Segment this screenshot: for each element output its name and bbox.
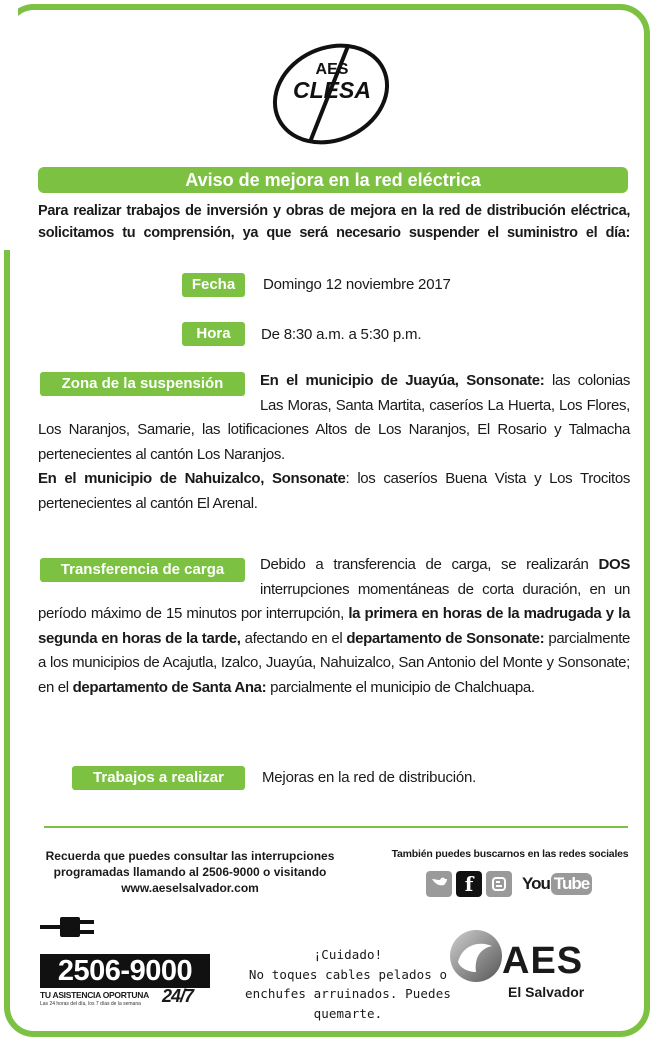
aes-logo-subtext: El Salvador	[508, 984, 585, 1000]
youtube-icon[interactable]: You Tube	[522, 873, 592, 895]
facebook-icon[interactable]: f	[456, 871, 482, 897]
phone-number[interactable]: 2506-9000	[40, 954, 210, 988]
consult-text: Recuerda que puedes consultar las interrupciones programadas llamando al 2506-9000 o visitando www.aeselsalvador.com	[30, 848, 350, 896]
hora-value: De 8:30 a.m. a 5:30 p.m.	[261, 326, 422, 343]
page-title: Aviso de mejora en la red eléctrica	[38, 167, 628, 193]
aes-clesa-logo	[270, 40, 392, 148]
twitter-icon[interactable]	[426, 871, 452, 897]
blogger-icon[interactable]	[486, 871, 512, 897]
social-icons	[426, 870, 592, 898]
trabajos-value: Mejoras en la red de distribución.	[262, 769, 477, 786]
website-link[interactable]: www.aeselsalvador.com	[121, 881, 259, 895]
zona-text: En el municipio de Juayúa, Sonsonate: las colonias Las Moras, Santa Martita, caseríos La Huerta, Los Flores, Los Naranjos, Samarie, las lotificaciones Altos de Los Naranjos, El Rosario y Talmacha pertenecientes al cantón Los Naranjos. En el municipio de Nahuizalco, Sonsonate: los caseríos Buena Vista y Los Trocitos pertenecientes al cantón El Arenal.	[38, 372, 631, 512]
frame-gap	[0, 0, 18, 250]
hora-label: Hora	[182, 322, 245, 346]
phone-tagline: TU ASISTENCIA OPORTUNA	[40, 990, 149, 1000]
phone-subtext: Las 24 horas del día, los 7 días de la semana	[40, 1001, 141, 1007]
zona-label: Zona de la suspensión	[40, 372, 245, 396]
fecha-label: Fecha	[182, 273, 245, 297]
logo-aes-text: AES	[315, 61, 349, 78]
fecha-value: Domingo 12 noviembre 2017	[263, 276, 451, 293]
aes-swirl-icon	[448, 928, 504, 984]
trabajos-label: Trabajos a realizar	[72, 766, 245, 790]
divider	[44, 826, 628, 828]
social-label: También puedes buscarnos en las redes sociales	[391, 848, 629, 860]
plug-icon	[40, 912, 96, 942]
transferencia-label: Transferencia de carga	[40, 558, 245, 582]
aes-logo-text: AES	[502, 940, 584, 982]
logo-clesa-text: CLESA	[293, 77, 371, 103]
transferencia-text: Debido a transferencia de carga, se realizarán DOS interrupciones momentáneas de corta duración, en un período máximo de 15 minutos por interrupción, la primera en horas de la madrugada y la segunda en horas de la tarde, afectando en el departamento de Sonsonate: parcialmente a los municipios de Acajutla, Izalco, Juayúa, Nahuizalco, San Antonio del Monte y Sonsonate; en el departamento de Santa Ana: parcialmente el municipio de Chalchuapa.	[38, 556, 631, 696]
warning-text: ¡Cuidado! No toques cables pelados o enchufes arruinados. Puedes quemarte.	[245, 947, 451, 1021]
badge-24-7: 24/7	[162, 986, 194, 1006]
intro-text: Para realizar trabajos de inversión y obras de mejora en la red de distribución eléctrica, solicitamos tu comprensión, ya que será necesario suspender el suministro el día:	[38, 203, 630, 241]
